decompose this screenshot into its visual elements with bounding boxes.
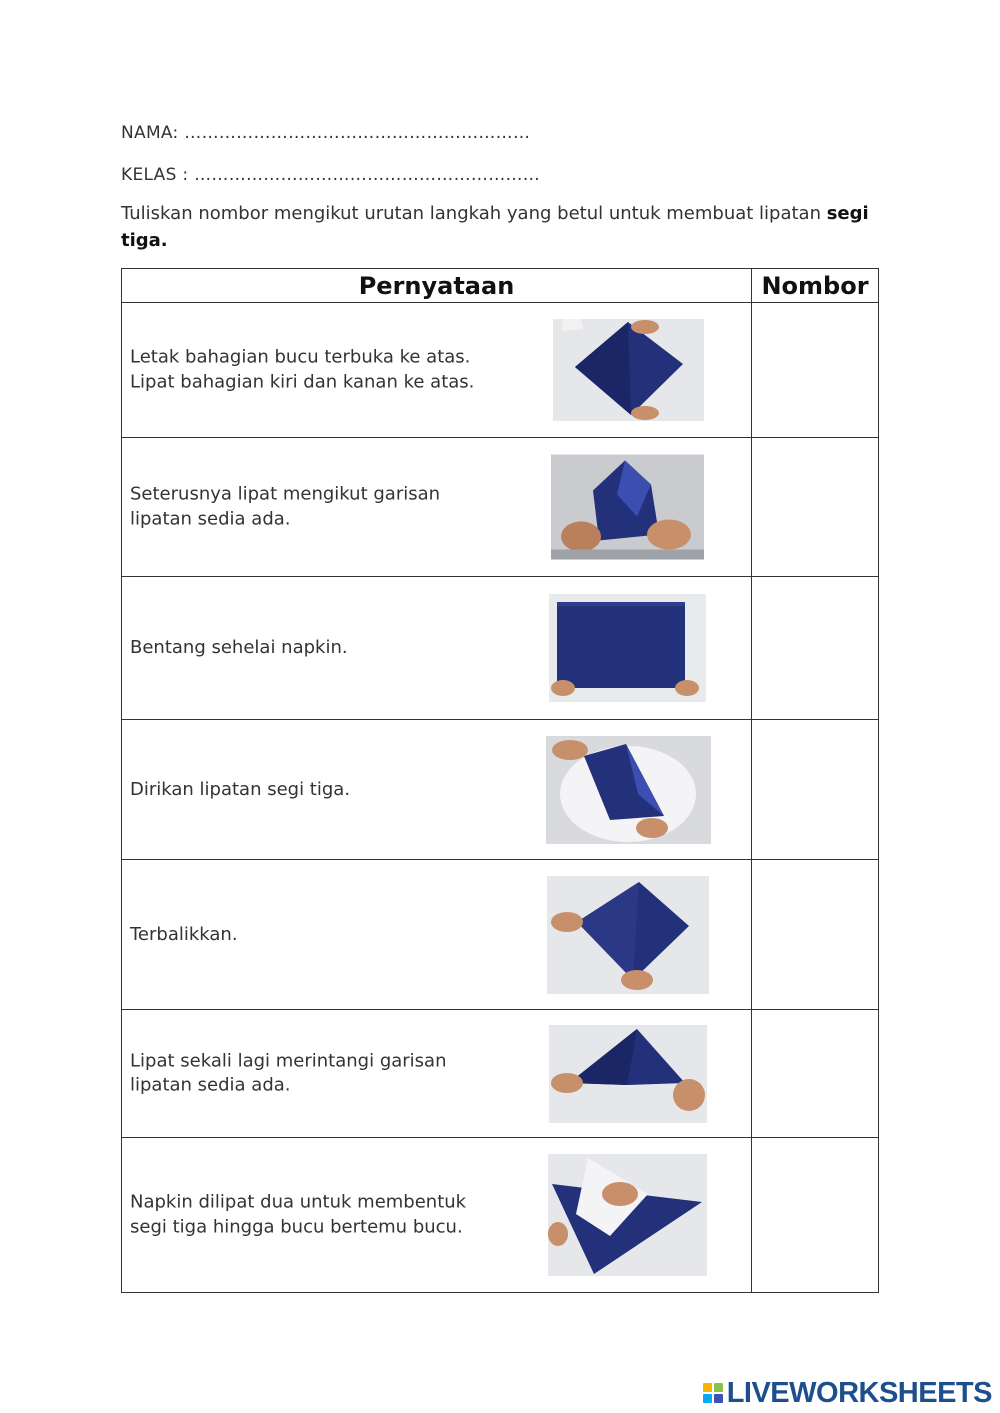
table-row bbox=[122, 303, 879, 438]
brand-text: LIVEWORKSHEETS bbox=[726, 1376, 992, 1409]
statement-cell bbox=[122, 1010, 752, 1138]
logo-square-1 bbox=[703, 1383, 712, 1392]
statement-cell bbox=[122, 303, 752, 438]
statement-text: Seterusnya lipat mengikut garisan lipatan sedia ada. bbox=[130, 483, 441, 529]
table-row bbox=[122, 577, 879, 720]
statement-cell bbox=[122, 438, 752, 577]
logo-square-3 bbox=[703, 1394, 712, 1403]
statement-text: Letak bahagian bucu terbuka ke atas. Lipat bahagian kiri dan kanan ke atas. bbox=[130, 346, 475, 392]
liveworksheets-logo-icon bbox=[703, 1383, 723, 1403]
number-cell[interactable] bbox=[752, 303, 879, 438]
logo-square-2 bbox=[714, 1383, 723, 1392]
number-cell[interactable] bbox=[752, 720, 879, 860]
table-row bbox=[122, 438, 879, 577]
statement-cell bbox=[122, 1138, 752, 1293]
number-cell[interactable] bbox=[752, 860, 879, 1010]
number-cell[interactable] bbox=[752, 1010, 879, 1138]
statement-text: Napkin dilipat dua untuk membentuk segi tiga hingga bucu bertemu bucu. bbox=[130, 1191, 467, 1237]
statement-text: Dirikan lipatan segi tiga. bbox=[130, 778, 351, 800]
napkin-flipped-diamond-photo bbox=[547, 876, 709, 994]
table-row bbox=[122, 1010, 879, 1138]
header-statement: Pernyataan bbox=[122, 269, 752, 303]
statement-cell bbox=[122, 577, 752, 720]
napkin-flat-square-photo bbox=[549, 594, 706, 702]
statement-text: Terbalikkan. bbox=[130, 923, 238, 945]
instruction-text: Tuliskan nombor mengikut urutan langkah yang betul untuk membuat lipatan bbox=[121, 203, 827, 224]
number-cell[interactable] bbox=[752, 577, 879, 720]
number-cell[interactable] bbox=[752, 438, 879, 577]
statement-cell bbox=[122, 720, 752, 860]
logo-square-4 bbox=[714, 1394, 723, 1403]
instruction bbox=[121, 200, 891, 254]
name-field[interactable]: NAMA: …………………………………………………… bbox=[121, 123, 531, 143]
instruction-bold: segi tiga. bbox=[121, 203, 869, 251]
napkin-fold-along-crease-photo bbox=[551, 455, 704, 560]
statement-text: Lipat sekali lagi merintangi garisan lipatan sedia ada. bbox=[130, 1050, 447, 1096]
napkin-cross-fold-photo bbox=[549, 1025, 707, 1123]
header-number: Nombor bbox=[752, 269, 879, 303]
napkin-diamond-fold-photo bbox=[553, 319, 704, 421]
napkin-standing-on-plate-photo bbox=[546, 736, 711, 844]
napkin-half-fold-triangle-photo bbox=[548, 1154, 707, 1276]
statement-text: Bentang sehelai napkin. bbox=[130, 636, 348, 658]
class-field[interactable]: KELAS : …………………………………………………… bbox=[121, 165, 541, 185]
number-cell[interactable] bbox=[752, 1138, 879, 1293]
steps-table bbox=[121, 268, 879, 1293]
table-row bbox=[122, 1138, 879, 1293]
table-row bbox=[122, 860, 879, 1010]
liveworksheets-brand bbox=[703, 1378, 992, 1408]
table-row bbox=[122, 720, 879, 860]
statement-cell bbox=[122, 860, 752, 1010]
